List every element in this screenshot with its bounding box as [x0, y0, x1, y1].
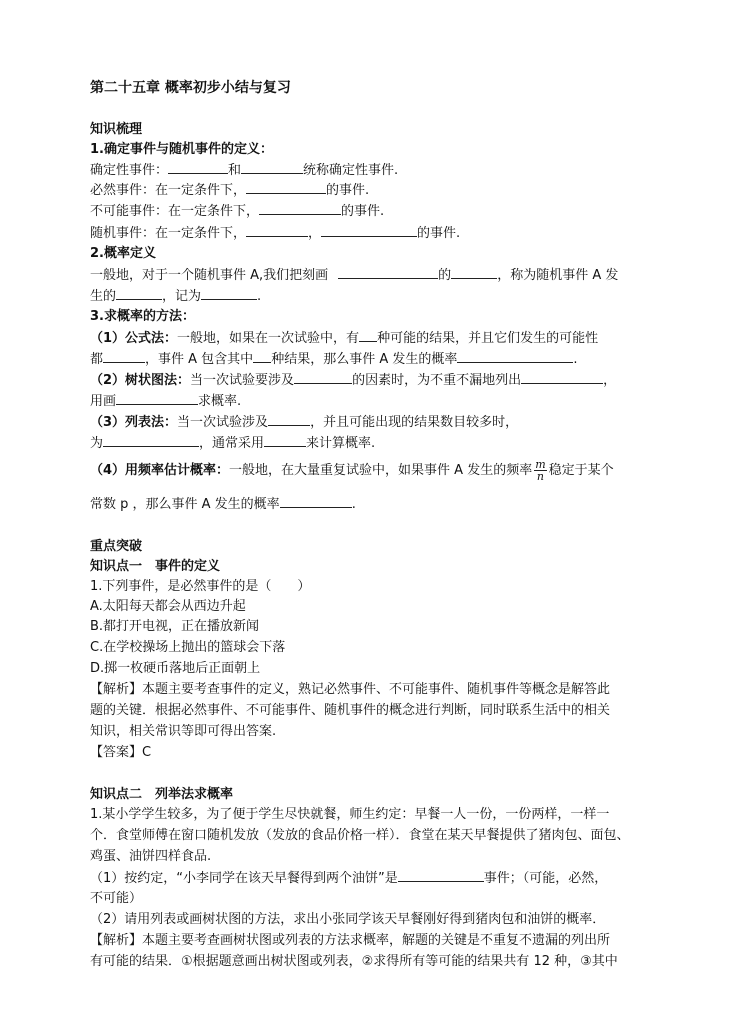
formula-method-line-1: （1）公式法：一般地，如果在一次试验中，有 种可能的结果，并且它们发生的可能性: [90, 328, 598, 349]
question-2-analysis-line-1: 【解析】本题主要考查画树状图或列表的方法求概率，解题的关键是不重复不遗漏的列出所: [90, 933, 611, 948]
certain-event-line: 确定性事件： 和 统称确定性事件.: [90, 160, 398, 181]
page-title: 第二十五章 概率初步小结与复习: [90, 80, 291, 96]
tree-method-line-2: 用画 求概率.: [90, 391, 241, 412]
question-1-analysis-line-3: 知识，相关常识等即可得出答案.: [90, 724, 277, 739]
question-1-answer: 【答案】C: [90, 745, 152, 760]
section-heading-review: 知识梳理: [90, 122, 143, 137]
formula-method-line-2: 都 ，事件 A 包含其中 种结果，那么事件 A 发生的概率 .: [90, 349, 578, 370]
tree-method-line-1: （2）树状图法：当一次试验要涉及 的因素时，为不重不漏地列出 ，: [90, 370, 616, 391]
inevitable-event-line: 必然事件：在一定条件下， 的事件.: [90, 180, 369, 201]
frequency-method-line-1: （4）用频率估计概率：一般地，在大量重复试验中，如果事件 A 发生的频率 $\frac{m}{n}$ 稳定于某个: [90, 458, 614, 483]
question-1-option-b: B.都打开电视，正在播放新闻: [90, 619, 260, 634]
question-2-line-1: 1.某小学学生较多，为了便于学生尽快就餐，师生约定：早餐一人一份，一份两样，一样一: [90, 807, 610, 822]
table-method-line-2: 为 ，通常采用 来计算概率.: [90, 433, 375, 454]
question-1-analysis-line-2: 题的关键．根据必然事件、不可能事件、随机事件的概念进行判断，同时联系生活中的相关: [90, 703, 611, 718]
question-1-analysis-line-1: 【解析】本题主要考查事件的定义，熟记必然事件、不可能事件、随机事件等概念是解答此: [90, 682, 611, 697]
question-1-option-d: D.掷一枚硬币落地后正面朝上: [90, 661, 261, 676]
probability-definition-line-2: 生的 ，记为 .: [90, 286, 261, 307]
probability-definition-line-1: 一般地，对于一个随机事件 A,我们把刻画 的 ，称为随机事件 A 发: [90, 265, 618, 286]
impossible-event-line: 不可能事件：在一定条件下， 的事件.: [90, 201, 384, 222]
table-method-line-1: （3）列表法：当一次试验涉及 ，并且可能出现的结果数目较多时，: [90, 412, 518, 433]
question-2-line-3: 鸡蛋、油饼四样食品.: [90, 849, 212, 864]
frequency-fraction: $\frac{m}{n}$: [535, 458, 546, 483]
question-1-option-c: C.在学校操场上抛出的篮球会下落: [90, 640, 286, 655]
subsection-title-definitions: 1.确定事件与随机事件的定义：: [90, 142, 273, 157]
frequency-method-line-2: 常数 p ，那么事件 A 发生的概率 .: [90, 494, 356, 515]
subsection-title-probability-definition: 2.概率定义: [90, 246, 156, 261]
question-2-part-2: （2）请用列表或画树状图的方法，求出小张同学该天早餐刚好得到猪肉包和油饼的概率．: [90, 912, 606, 927]
question-2-analysis-line-2: 有可能的结果．①根据题意画出树状图或列表，②求得所有等可能的结果共有 12 种，③其中: [90, 954, 618, 969]
section-heading-focus: 重点突破: [90, 539, 143, 554]
question-2-line-2: 个．食堂师傅在窗口随机发放（发放的食品价格一样）．食堂在某天早餐提供了猪肉包、面包、: [90, 828, 630, 843]
knowledge-point-1-title: 知识点一 事件的定义: [90, 559, 221, 574]
knowledge-point-2-title: 知识点二 列举法求概率: [90, 787, 234, 802]
question-2-part-1: （1）按约定，“小李同学在该天早餐得到两个油饼”是 事件；（可能，必然，: [90, 868, 607, 889]
question-1-option-a: A.太阳每天都会从西边升起: [90, 599, 246, 614]
random-event-line: 随机事件：在一定条件下， ， 的事件.: [90, 223, 460, 244]
question-1: 1.下列事件，是必然事件的是（ ）: [90, 579, 311, 594]
subsection-title-methods: 3.求概率的方法：: [90, 309, 195, 324]
question-2-part-1-line-2: 不可能）: [90, 891, 143, 906]
